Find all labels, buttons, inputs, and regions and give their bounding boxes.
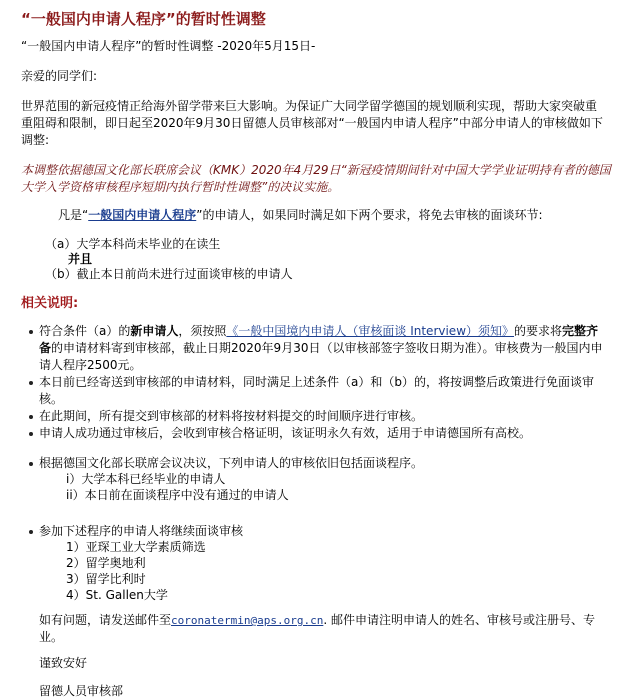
intro-line-2: 重阻碍和限制，即日起至2020年9月30日留德人员审核部对“一般国内申请人程序”中部分申请人的审核做如下 — [21, 116, 603, 130]
note-6-item-3: 3）留学比利时 — [66, 572, 146, 586]
contact-line-1: 如有问题，请发送邮件至coronatermin@aps.org.cn. 邮件申请注明申请人的姓名、审核号或注册号、专 — [39, 613, 595, 627]
note-4: 申请人成功通过审核后，会收到审核合格证明，该证明永久有效，适用于申请德国所有高校。 — [39, 426, 532, 440]
note-1-line-3: 请人程序2500元。 — [39, 358, 142, 372]
condition-sentence — [58, 207, 543, 224]
note-5-item-ii: ii）本日前在面谈程序中没有通过的申请人 — [66, 488, 289, 502]
signature: 留德人员审核部 — [39, 684, 124, 698]
condition-pre: 凡是“ — [58, 208, 89, 222]
intro-line-3: 调整: — [21, 133, 50, 147]
bullet-icon — [29, 530, 33, 534]
note-6-item-2: 2）留学奥地利 — [66, 556, 146, 570]
general-applicant-procedure-link[interactable]: 一般国内申请人程序 — [88, 208, 197, 222]
condition-post: ”的申请人，如果同时满足如下两个要求，将免去审核的面谈环节: — [196, 208, 543, 222]
condition-a: （a）大学本科尚未毕业的在读生 — [45, 237, 221, 251]
decision-line-1: 本调整依据德国文化部长联席会议（KMK）2020年4月29日“新冠疫情期间针对中国大学学业证明持有者的德国 — [21, 163, 611, 177]
condition-and: 并且 — [68, 252, 93, 266]
note-1-line-1: 符合条件（a）的新申请人，须按照《一般中国境内申请人（审核面谈 Interview）须知》的要求将完整齐 — [39, 324, 599, 338]
note-2-line-2: 核。 — [39, 392, 64, 406]
note-5-item-i: i）大学本科已经毕业的申请人 — [66, 472, 226, 486]
contact-email-link[interactable]: coronatermin@aps.org.cn — [171, 614, 324, 627]
bullet-icon — [29, 432, 33, 436]
note-6-item-4: 4）St. Gallen大学 — [66, 588, 168, 602]
decision-line-2: 大学入学资格审核程序短期内执行暂时性调整”的决议实施。 — [21, 180, 340, 194]
contact-line-2: 业。 — [39, 630, 64, 644]
notes-heading: 相关说明: — [21, 296, 79, 311]
page-title: “一般国内申请人程序”的暂时性调整 — [21, 10, 266, 28]
note-2-line-1: 本日前已经寄送到审核部的申请材料，同时满足上述条件（a）和（b）的，将按调整后政策进行免面谈审 — [39, 375, 594, 389]
subtitle: “一般国内申请人程序”的暂时性调整 -2020年5月15日- — [21, 39, 316, 53]
note-6: 参加下述程序的申请人将继续面谈审核 — [39, 524, 244, 538]
greeting: 亲爱的同学们: — [21, 69, 98, 83]
note-1-line-2: 备的申请材料寄到审核部，截止日期2020年9月30日（以审核部签字签收日期为准）。审核费为一般国内申 — [39, 341, 603, 355]
condition-b: （b）截止本日前尚未进行过面谈审核的申请人 — [45, 267, 293, 281]
bullet-icon — [29, 330, 33, 334]
interview-guide-link[interactable]: 《一般中国境内申请人（审核面谈 Interview）须知》 — [226, 324, 515, 338]
bullet-icon — [29, 381, 33, 385]
closing: 谨致安好 — [39, 656, 88, 670]
note-3: 在此期间，所有提交到审核部的材料将按材料提交的时间顺序进行审核。 — [39, 409, 424, 423]
bullet-icon — [29, 462, 33, 466]
intro-line-1: 世界范围的新冠疫情正给海外留学带来巨大影响。为保证广大同学留学德国的规划顺利实现，帮助大家突破重 — [21, 99, 598, 113]
bullet-icon — [29, 415, 33, 419]
note-5: 根据德国文化部长联席会议决议，下列申请人的审核依旧包括面谈程序。 — [39, 456, 424, 470]
note-6-item-1: 1）亚琛工业大学素质筛选 — [66, 540, 206, 554]
